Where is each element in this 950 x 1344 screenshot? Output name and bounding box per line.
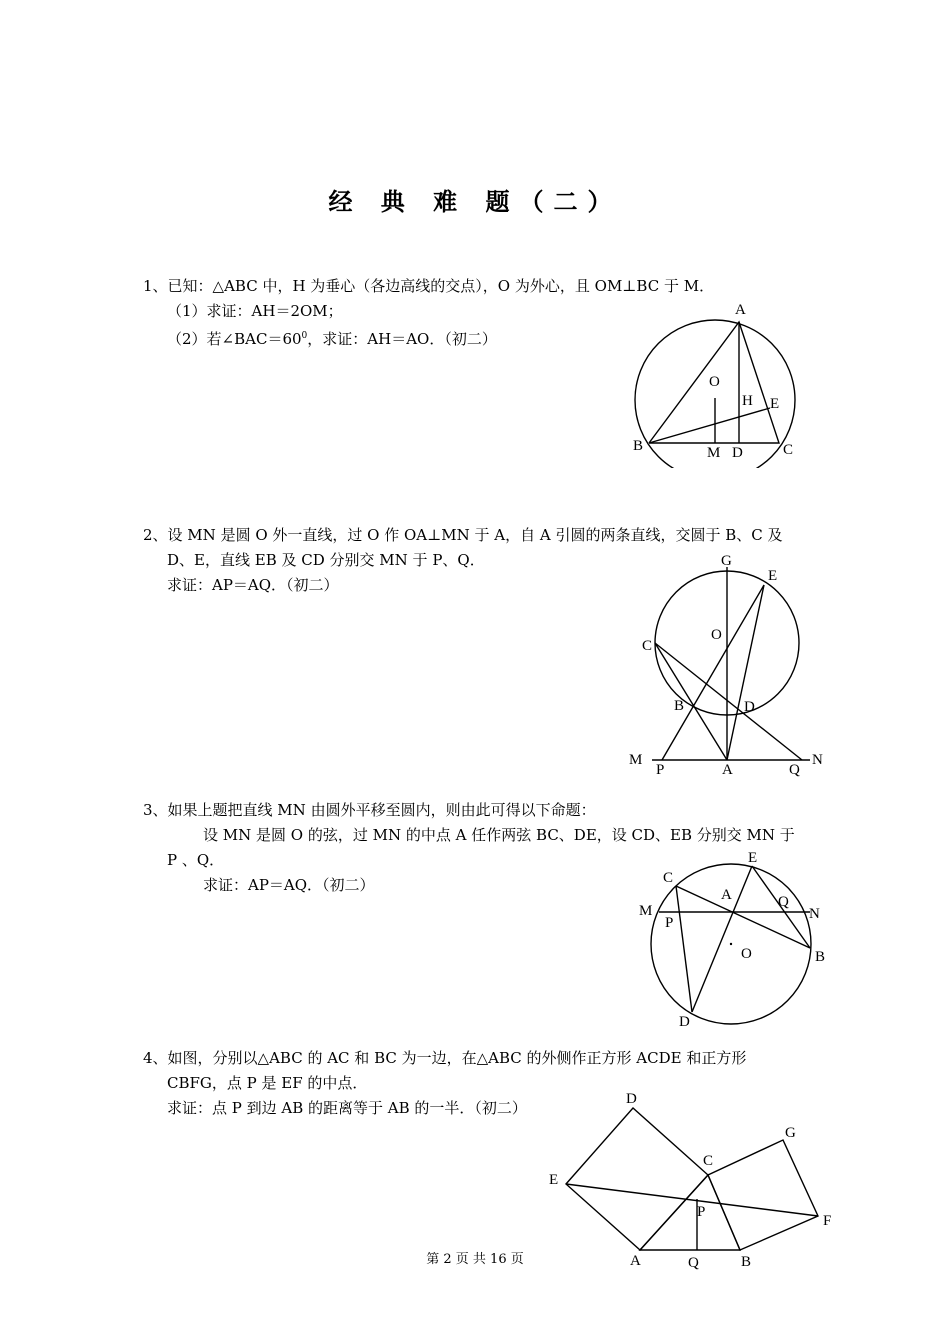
figure-2 <box>620 545 830 780</box>
label-b: B <box>633 438 644 454</box>
segment-ef <box>566 1184 818 1216</box>
label-o: O <box>711 627 722 643</box>
problem-3-statement: 3、如果上题把直线 MN 由圆外平移至圆内，则由此可得以下命题： <box>143 801 596 819</box>
problem-1-part-2 <box>167 326 497 349</box>
label-p: P <box>697 1204 706 1220</box>
label-d: D <box>744 699 755 715</box>
label-p: P <box>656 762 665 778</box>
square-acde <box>566 1108 708 1250</box>
problem-2-statement: 2、设 MN 是圆 O 外一直线，过 O 作 OA⊥MN 于 A，自 A 引圆的两条直线，交圆于 B、C 及 <box>143 526 783 544</box>
triangle-abc <box>640 1175 740 1250</box>
label-q: Q <box>688 1255 699 1271</box>
altitude-be <box>649 408 770 443</box>
label-g: G <box>785 1125 796 1141</box>
label-c: C <box>663 870 674 886</box>
page-footer: 第 2 页 共 16 页 <box>426 1252 524 1267</box>
problem-3-prove: 求证：AP＝AQ．（初二） <box>203 876 375 894</box>
label-q: Q <box>778 894 789 910</box>
problem-4-prove: 求证：点 P 到边 AB 的距离等于 AB 的一半．（初二） <box>167 1099 527 1117</box>
label-o: O <box>709 374 720 390</box>
label-a: A <box>735 302 746 318</box>
label-e: E <box>768 568 778 584</box>
problem-1-part-2-text: （2）若∠BAC＝60 <box>167 330 302 348</box>
label-c: C <box>703 1153 714 1169</box>
label-m: M <box>639 903 653 919</box>
label-m: M <box>629 752 643 768</box>
label-c: C <box>642 638 653 654</box>
figure-3 <box>630 848 830 1033</box>
line-ac <box>655 643 727 760</box>
problem-1-part-2-text-end: ，求证：AH＝AO．（初二） <box>307 330 497 348</box>
problem-2-statement-cont: D、E，直线 EB 及 CD 分别交 MN 于 P、Q． <box>167 551 485 569</box>
chord-bc <box>676 886 810 948</box>
label-a: A <box>722 762 733 778</box>
figure-4 <box>540 1085 840 1275</box>
problem-1-part-1: （1）求证：AH＝2OM； <box>167 302 343 320</box>
label-q: Q <box>789 762 800 778</box>
problem-1-statement: 1、已知：△ABC 中，H 为垂心（各边高线的交点），O 为外心，且 OM⊥BC 于 M． <box>143 277 715 295</box>
square-cbfg <box>708 1140 818 1250</box>
label-b: B <box>815 949 826 965</box>
center-dot <box>730 943 732 945</box>
line-eb <box>662 585 764 760</box>
problem-3-proposition-cont: P 、Q． <box>167 851 225 869</box>
label-f: F <box>823 1213 832 1229</box>
label-d: D <box>626 1091 637 1107</box>
label-p: P <box>665 915 674 931</box>
label-n: N <box>809 906 820 922</box>
line-cd <box>676 886 692 1012</box>
label-d: D <box>679 1014 690 1030</box>
label-m: M <box>707 445 721 461</box>
label-g: G <box>721 553 732 569</box>
problem-4-statement-cont: CBFG，点 P 是 EF 的中点． <box>167 1074 368 1092</box>
label-e: E <box>770 396 780 412</box>
label-n: N <box>812 752 823 768</box>
label-b: B <box>741 1254 752 1270</box>
label-h: H <box>742 393 753 409</box>
label-c: C <box>783 442 794 458</box>
label-a: A <box>721 887 732 903</box>
page-title: 经 典 难 题（二） <box>328 187 622 216</box>
problem-4-statement: 4、如图，分别以△ABC 的 AC 和 BC 为一边，在△ABC 的外侧作正方形 ACDE 和正方形 <box>143 1049 747 1067</box>
figure-1 <box>620 298 820 468</box>
degree-superscript: 0 <box>301 331 308 341</box>
line-ae <box>727 585 764 760</box>
label-d: D <box>732 445 743 461</box>
label-e: E <box>549 1172 559 1188</box>
label-a: A <box>630 1253 641 1269</box>
problem-2-prove: 求证：AP＝AQ．（初二） <box>167 576 339 594</box>
label-e: E <box>748 850 758 866</box>
problem-3-proposition: 设 MN 是圆 O 的弦，过 MN 的中点 A 任作两弦 BC、DE，设 CD、EB 分别交 MN 于 <box>203 826 795 844</box>
label-b: B <box>674 698 685 714</box>
label-o: O <box>741 946 752 962</box>
